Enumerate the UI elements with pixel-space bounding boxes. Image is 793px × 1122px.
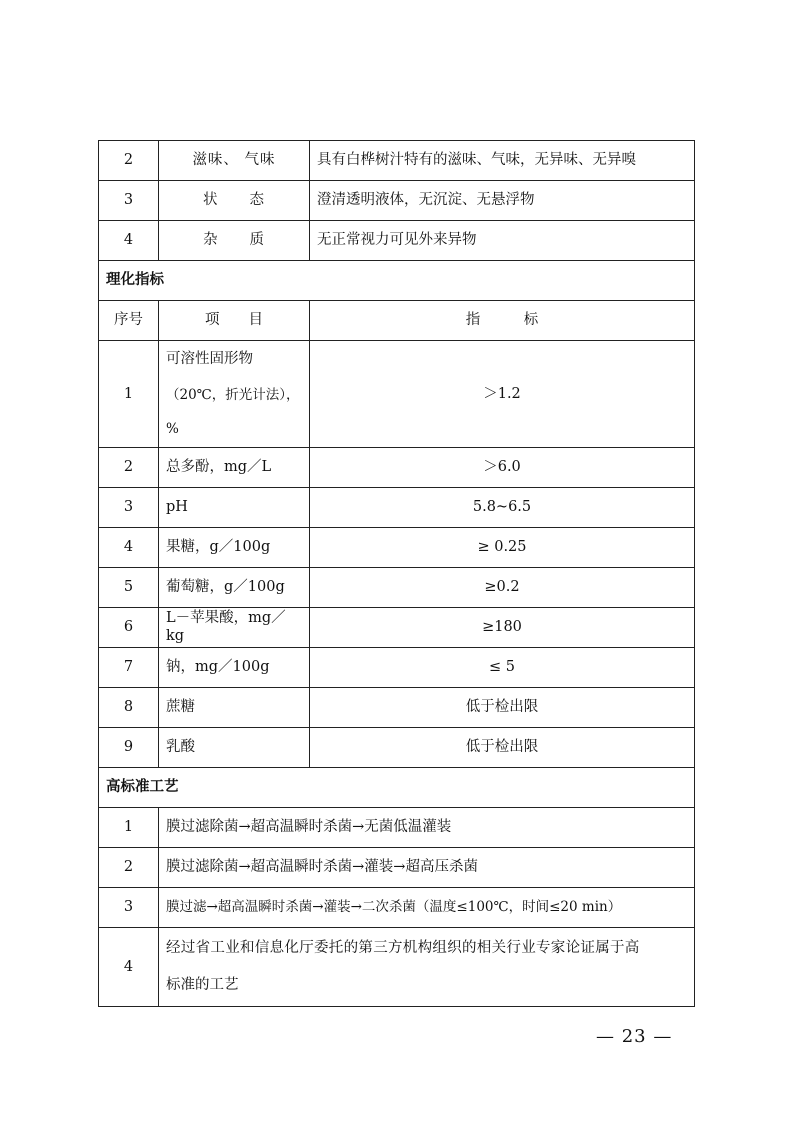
item-name: 乳酸	[159, 727, 310, 767]
physchem-row	[99, 341, 695, 448]
index-value: ＞6.0	[310, 447, 695, 487]
index-value: 低于检出限	[310, 687, 695, 727]
item-name: 蔗糖	[159, 687, 310, 727]
requirement: 具有白桦树汁特有的滋味、气味，无异味、无异嗅	[310, 141, 695, 181]
item-name: 钠，mg／100g	[159, 647, 310, 687]
row-number: 7	[99, 647, 159, 687]
process-text: 膜过滤除菌→超高温瞬时杀菌→灌装→超高压杀菌	[159, 847, 695, 887]
index-value: 5.8~6.5	[310, 487, 695, 527]
page-number: — 23 —	[596, 1026, 673, 1047]
sensory-row	[99, 141, 695, 181]
index-value: ≥180	[310, 607, 695, 647]
item-name: 状 态	[159, 181, 310, 221]
process-text-line1: 经过省工业和信息化厅委托的第三方机构组织的相关行业专家论证属于高	[166, 939, 640, 956]
process-row	[99, 927, 695, 1006]
process-text: 膜过滤→超高温瞬时杀菌→灌装→二次杀菌（温度≤100℃，时间≤20 min）	[159, 887, 695, 927]
index-value: 低于检出限	[310, 727, 695, 767]
header-item: 项 目	[159, 301, 310, 341]
section-row	[99, 767, 695, 807]
process-row	[99, 807, 695, 847]
item-name: 果糖，g／100g	[159, 527, 310, 567]
row-number: 4	[99, 927, 159, 1006]
item-name: pH	[159, 487, 310, 527]
section-title-process: 高标准工艺	[99, 767, 695, 807]
standards-table	[98, 140, 695, 1007]
row-number: 5	[99, 567, 159, 607]
row-number: 1	[99, 341, 159, 448]
process-text	[159, 927, 695, 1006]
row-number: 6	[99, 607, 159, 647]
physchem-row	[99, 647, 695, 687]
section-title-physchem: 理化指标	[99, 261, 695, 301]
row-number: 3	[99, 887, 159, 927]
row-number: 2	[99, 847, 159, 887]
item-name: 滋味、 气味	[159, 141, 310, 181]
row-number: 1	[99, 807, 159, 847]
item-name: 杂 质	[159, 221, 310, 261]
index-value: ≥0.2	[310, 567, 695, 607]
index-value: ≥ 0.25	[310, 527, 695, 567]
process-row	[99, 887, 695, 927]
row-number: 2	[99, 447, 159, 487]
index-value: ≤ 5	[310, 647, 695, 687]
process-row	[99, 847, 695, 887]
item-name: 总多酚，mg／L	[159, 447, 310, 487]
item-name: L－苹果酸，mg／kg	[159, 607, 310, 647]
header-index: 指 标	[310, 301, 695, 341]
index-value: ＞1.2	[310, 341, 695, 448]
physchem-row	[99, 567, 695, 607]
physchem-row	[99, 447, 695, 487]
row-number: 2	[99, 141, 159, 181]
physchem-row	[99, 727, 695, 767]
row-number: 3	[99, 181, 159, 221]
section-row	[99, 261, 695, 301]
row-number: 8	[99, 687, 159, 727]
row-number: 3	[99, 487, 159, 527]
physchem-row	[99, 607, 695, 647]
item-name	[159, 341, 310, 448]
item-name: 葡萄糖，g／100g	[159, 567, 310, 607]
physchem-row	[99, 487, 695, 527]
row-number: 4	[99, 527, 159, 567]
sensory-row	[99, 221, 695, 261]
header-no: 序号	[99, 301, 159, 341]
item-name-line1: 可溶性固形物	[166, 351, 253, 367]
process-text-line2: 标准的工艺	[166, 976, 239, 993]
physchem-row	[99, 687, 695, 727]
requirement: 无正常视力可见外来异物	[310, 221, 695, 261]
physchem-row	[99, 527, 695, 567]
item-name-line2: （20℃，折光计法），%	[166, 386, 300, 438]
row-number: 4	[99, 221, 159, 261]
requirement: 澄清透明液体，无沉淀、无悬浮物	[310, 181, 695, 221]
table-header-row	[99, 301, 695, 341]
row-number: 9	[99, 727, 159, 767]
sensory-row	[99, 181, 695, 221]
process-text: 膜过滤除菌→超高温瞬时杀菌→无菌低温灌装	[159, 807, 695, 847]
